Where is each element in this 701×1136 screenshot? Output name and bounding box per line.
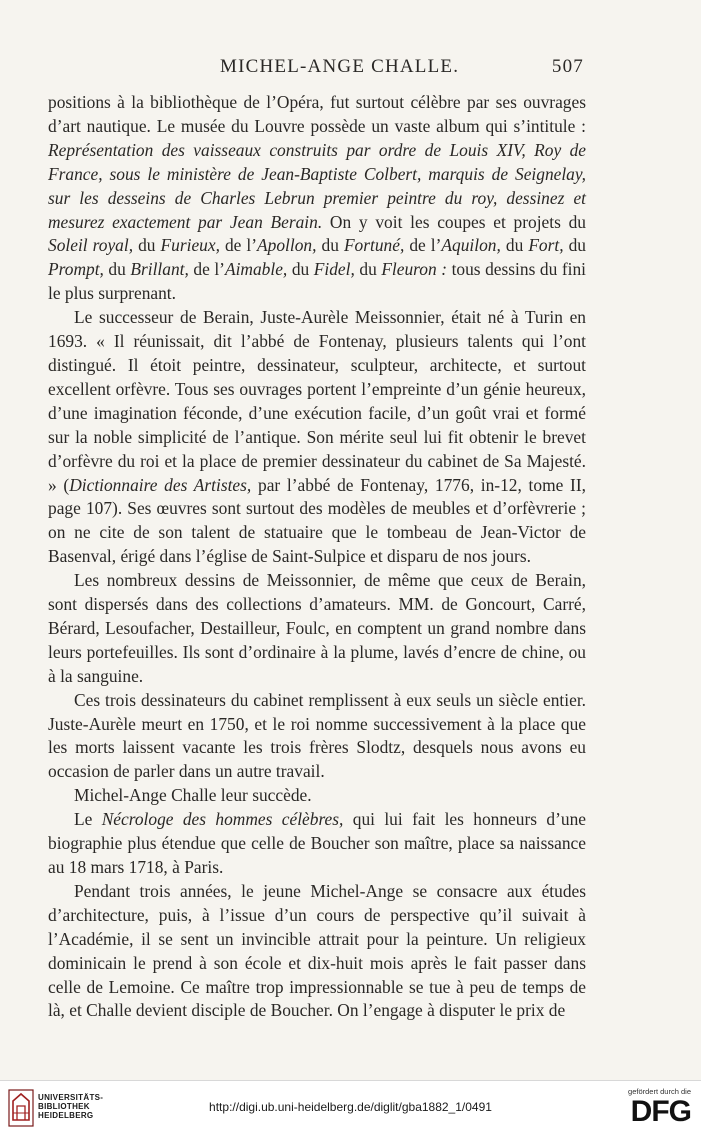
body-text [48, 91, 586, 1023]
italic-text: Furieux, [160, 235, 220, 256]
text-run: du [316, 235, 344, 256]
library-name-line: HEIDELBERG [38, 1111, 94, 1120]
text-run: de l’ [219, 235, 258, 256]
text-run: Ces trois dessinateurs du cabinet remplissent à eux seuls un siècle entier. Juste-Aurèle meurt en 1750, et le roi nomme successivement à la place que les morts laissent vacante les trois frères Slodtz, desquels nous avons eu occasion de parler dans un autre travail. [48, 689, 586, 782]
text-run: de l’ [188, 259, 225, 280]
library-name-line: BIBLIOTHEK [38, 1102, 90, 1111]
paragraph [48, 808, 586, 880]
text-run: positions à la bibliothèque de l’Opéra, fut surtout célèbre par ses ouvrages d’art nautique. Le musée du Louvre possède un vaste album qui s’intitule : [48, 92, 586, 136]
text-run: par l’abbé de Fontenay, 1776, in-12, tome II, page 107). Ses œuvres sont surtout des modèles de meubles et d’orfèvrerie ; on ne cite de son talent de statuaire que le tombeau de Jean-Victor de Basenval, érigé dans l’église de Saint-Sulpice et disparu de nos jours. [48, 474, 586, 567]
text-run: Pendant trois années, le jeune Michel-Ange se consacre aux études d’architecture, puis, à l’issue d’un cours de perspective qu’il suivait à l’Académie, il se sent un invincible attrait pour la peinture. Un religieux dominicain le prend à son école et dix-huit mois après le fait passer dans celle de Lemoine. Ce maître trop impressionnable se tue à peu de temps de là, et Challe devient disciple de Boucher. On l’engage à disputer le prix de [48, 880, 586, 1021]
text-run: tous dessins du fini le plus surprenant. [48, 259, 586, 304]
text-run: du [354, 259, 382, 280]
italic-text: Fortuné, [343, 235, 405, 256]
text-run: Le successeur de Berain, Juste-Aurèle Meissonnier, était né à Turin en 1693. « Il réunissait, dit l’abbé de Fontenay, plusieurs talents qui l’ont distingué. Il étoit peintre, dessinateur, sculpteur, architecte, et surtout excellent orfèvre. Tous ses ouvrages portent l’empreinte d’un génie heureux, d’une imagination féconde, d’une exécution facile, d’un goût vrai et formé sur la noble simplicité de l’antique. Son mérite seul lui fit obtenir le brevet d’orfèvre du roi et la place de premier dessinateur du cabinet de Sa Majesté. » ( [48, 307, 586, 495]
italic-text: Fleuron : [381, 259, 448, 280]
italic-text: Soleil royal, [48, 235, 134, 256]
funding-credit [611, 1087, 691, 1127]
paragraph [48, 306, 586, 569]
paragraph [48, 880, 586, 1023]
text-run: Le [74, 809, 102, 830]
italic-text: Aimable, [224, 259, 288, 280]
italic-text: Nécrologe des hommes célèbres, [101, 809, 344, 830]
italic-text: Brillant, [130, 259, 189, 280]
italic-text: Aquilon, [441, 235, 501, 256]
running-head [48, 56, 584, 82]
running-title: MICHEL-ANGE CHALLE. [220, 56, 460, 77]
page-number: 507 [551, 56, 584, 77]
text-run: du [563, 235, 587, 256]
italic-text: Fort, [528, 235, 564, 256]
italic-text: Dictionnaire des Artistes, [69, 474, 252, 495]
italic-text: Apollon, [257, 235, 317, 256]
text-run: du [500, 235, 529, 256]
text-run: du [103, 259, 131, 280]
funding-text: gefördert durch die [628, 1087, 691, 1096]
paragraph [48, 784, 586, 808]
paragraph [48, 689, 586, 785]
text-run: qui lui fait les honneurs d’une biographie plus étendue que celle de Boucher son maître, place sa naissance au 18 mars 1718, à Paris. [48, 809, 586, 877]
text-run: Michel-Ange Challe leur succède. [74, 785, 312, 806]
italic-text: Prompt, [48, 259, 104, 280]
paragraph [48, 91, 586, 306]
text-run: Les nombreux dessins de Meissonnier, de même que ceux de Berain, sont dispersés dans des collections d’amateurs. MM. de Goncourt, Carré, Bérard, Lesoufacher, Destailleur, Foulc, en comptent un grand nombre dans leurs portefeuilles. Ils sont d’ordinaire à la plume, lavés d’encre de chine, ou à la sanguine. [48, 570, 586, 686]
source-url[interactable]: http://digi.ub.uni-heidelberg.de/diglit/gba1882_1/0491 [209, 1100, 492, 1114]
paragraph [48, 569, 586, 689]
text-run: de l’ [404, 235, 442, 256]
text-run: du [133, 235, 161, 256]
text-run: du [287, 259, 314, 280]
italic-text: Représentation des vaisseaux construits par ordre de Louis XIV, Roy de France, sous le ministère de Jean-Baptiste Colbert, marquis de Seignelay, sur les desseins de Charles Lebrun premier peintre du roy, dessinez et mesurez exactement par Jean Berain. [48, 139, 586, 232]
dfg-logo: DFG [630, 1095, 691, 1128]
italic-text: Fidel, [313, 259, 355, 280]
text-run: On y voit les coupes et projets du [322, 211, 586, 232]
footer-bar [0, 1080, 701, 1136]
library-name-line: UNIVERSITÄTS- [38, 1093, 104, 1102]
